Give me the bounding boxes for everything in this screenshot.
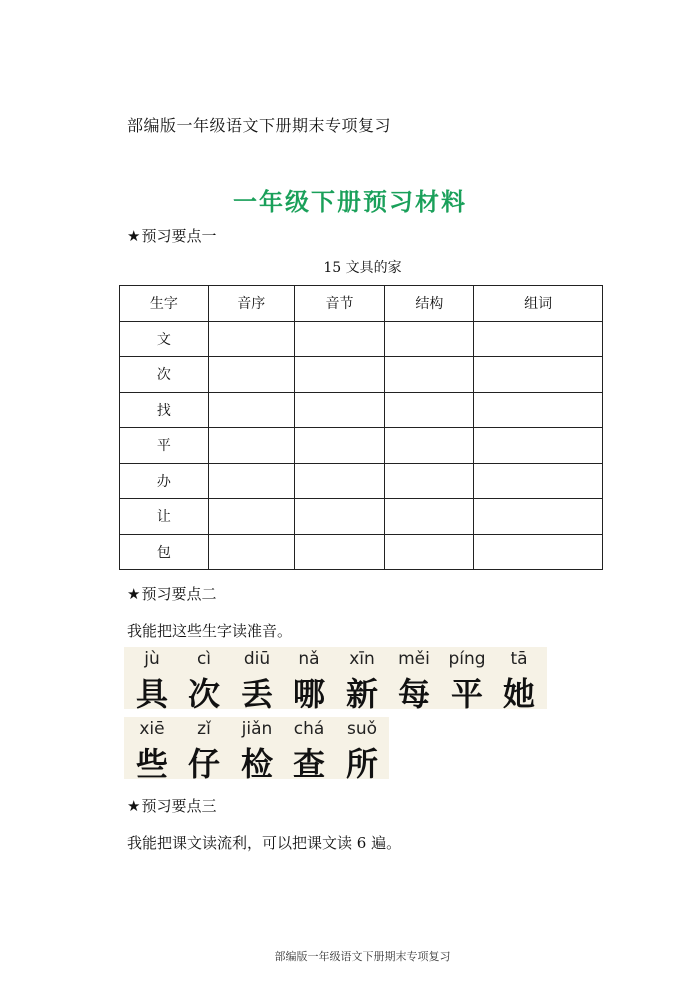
blank-cell[interactable] [294,392,385,428]
point-one-label: 预习要点一 [141,227,217,245]
blank-cell[interactable] [385,357,474,393]
hanzi-text: 平 [450,675,483,713]
pinyin-text: jù [144,649,160,669]
table-row [120,463,603,499]
character-table [119,285,603,570]
point-three-text: 我能把课文读流利，可以把课文读 6 遍。 [127,834,402,852]
pinyin-text: zǐ [197,719,211,739]
point-two-label: 预习要点二 [141,585,217,603]
pinyin-text: xiē [139,719,165,739]
table-cell-char: 文 [120,321,209,357]
blank-cell[interactable] [294,499,385,535]
table-header-cell: 组词 [474,286,603,322]
page-title: 一年级下册预习材料 [233,187,467,216]
lesson-title: 15 文具的家 [323,260,402,276]
table-header-cell: 音节 [294,286,385,322]
hanzi-text: 查 [292,745,325,783]
pinyin-text: tā [510,649,528,669]
table-header-row [120,286,603,322]
pinyin-text: chá [293,719,325,739]
blank-cell[interactable] [294,321,385,357]
hanzi-text: 具 [135,675,168,713]
blank-cell[interactable] [474,392,603,428]
table-cell-char: 平 [120,428,209,464]
footer-text: 部编版一年级语文下册期末专项复习 [274,950,451,963]
table-row [120,428,603,464]
blank-cell[interactable] [294,428,385,464]
hanzi-text: 所 [345,745,378,783]
blank-cell[interactable] [474,463,603,499]
point-two-text: 我能把这些生字读准音。 [127,622,293,640]
blank-cell[interactable] [385,499,474,535]
star-icon: ★ [127,585,141,603]
pinyin-text: jiǎn [241,719,273,739]
point-two-heading [127,583,216,604]
blank-cell[interactable] [474,499,603,535]
blank-cell[interactable] [474,534,603,570]
blank-cell[interactable] [208,428,294,464]
hanzi-text: 丢 [240,675,273,713]
point-three-heading [127,795,216,816]
star-icon: ★ [127,227,141,245]
hanzi-text: 检 [240,745,273,783]
table-cell-char: 让 [120,499,209,535]
point-one-heading [127,225,216,246]
blank-cell[interactable] [474,428,603,464]
table-row [120,392,603,428]
star-icon: ★ [127,797,141,815]
table-cell-char: 包 [120,534,209,570]
blank-cell[interactable] [294,534,385,570]
pinyin-text: měi [398,649,430,669]
blank-cell[interactable] [208,463,294,499]
blank-cell[interactable] [385,428,474,464]
hanzi-text: 每 [397,675,430,713]
table-header-cell: 音序 [208,286,294,322]
table-header-cell: 生字 [120,286,209,322]
pinyin-card-row-1 [124,647,547,713]
pinyin-text: xīn [349,649,375,669]
blank-cell[interactable] [385,321,474,357]
pinyin-card-row-2 [124,717,389,783]
hanzi-text: 次 [187,675,220,713]
hanzi-text: 哪 [292,675,325,713]
blank-cell[interactable] [385,392,474,428]
blank-cell[interactable] [208,534,294,570]
pinyin-text: cì [196,649,212,669]
table-row [120,321,603,357]
blank-cell[interactable] [385,463,474,499]
header-title: 部编版一年级语文下册期末专项复习 [127,116,392,135]
hanzi-text: 些 [135,745,168,783]
blank-cell[interactable] [208,392,294,428]
blank-cell[interactable] [474,321,603,357]
pinyin-text: diū [243,649,271,669]
pinyin-text: píng [448,649,486,669]
table-row [120,357,603,393]
table-cell-char: 找 [120,392,209,428]
blank-cell[interactable] [208,357,294,393]
table-header-cell: 结构 [385,286,474,322]
table-cell-char: 办 [120,463,209,499]
point-three-label: 预习要点三 [141,797,217,815]
pinyin-text: nǎ [298,649,320,669]
blank-cell[interactable] [294,357,385,393]
table-row [120,534,603,570]
hanzi-text: 新 [345,675,378,713]
blank-cell[interactable] [208,499,294,535]
blank-cell[interactable] [474,357,603,393]
pinyin-text: suǒ [346,719,378,739]
blank-cell[interactable] [385,534,474,570]
table-cell-char: 次 [120,357,209,393]
hanzi-text: 她 [502,675,535,713]
hanzi-text: 仔 [187,745,220,783]
blank-cell[interactable] [208,321,294,357]
blank-cell[interactable] [294,463,385,499]
table-row [120,499,603,535]
